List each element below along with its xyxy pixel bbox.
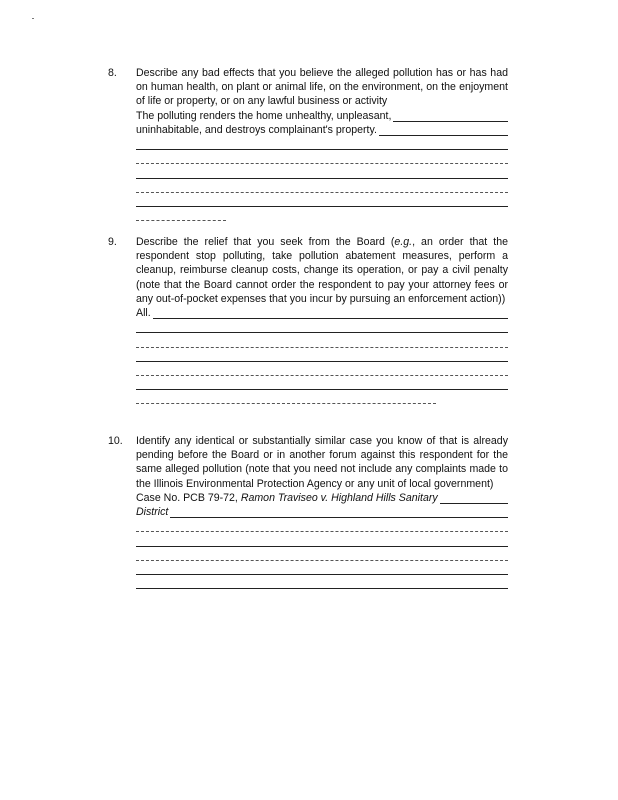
question-9-number: 9. — [108, 236, 117, 248]
question-8-prompt: Describe any bad effects that you believe the alleged pollution has or has had on human health, on plant or animal life, on the environment, on the enjoyment of life or property, or on any lawful business or activity — [136, 67, 508, 108]
answer-line — [136, 334, 508, 348]
question-9 — [108, 235, 508, 405]
answer-line — [136, 505, 508, 519]
scan-speck — [32, 18, 34, 19]
answer-line — [136, 519, 508, 533]
question-8-answer-line1: The polluting renders the home unhealthy, unpleasant, — [136, 109, 392, 122]
answer-line — [136, 576, 508, 590]
answer-line — [136, 363, 508, 377]
answer-line — [136, 208, 226, 222]
answer-line — [136, 548, 508, 562]
answer-line — [136, 391, 436, 405]
question-8-answer — [136, 109, 508, 223]
answer-line — [136, 349, 508, 363]
answer-line — [136, 562, 508, 576]
question-9-answer-line1: All. — [136, 307, 151, 320]
answer-line — [136, 137, 508, 151]
question-10-prompt: Identify any identical or substantially similar case you know of that is already pending before the Board or in another forum against this respondent for the same alleged pollution (note that you need not include any complaints made to the Illinois Environmental Protection Agency or any unit of local government) — [136, 435, 508, 490]
question-10-answer-line1: Case No. PCB 79-72, Ramon Traviseo v. Highland Hills Sanitary — [136, 491, 438, 504]
answer-line — [136, 109, 508, 123]
question-9-answer — [136, 306, 508, 405]
question-10-answer — [136, 491, 508, 590]
question-10-answer-line2: District — [136, 506, 169, 518]
question-9-prompt: Describe the relief that you seek from the Board (e.g., an order that the respondent stop polluting, take pollution abatement measures, perform a cleanup, reimburse cleanup costs, change its operation, or pay a civil penalty (note that the Board cannot order the respondent to pay your attorney fees or any out-of-pocket expenses that you incur by pursuing an enforcement action)) — [136, 236, 508, 305]
answer-line — [136, 165, 508, 179]
answer-line — [136, 491, 508, 505]
question-10 — [108, 434, 508, 590]
answer-line — [136, 306, 508, 320]
answer-line — [136, 151, 508, 165]
answer-line — [136, 123, 508, 137]
answer-line — [136, 533, 508, 547]
question-8 — [108, 66, 508, 222]
answer-line — [136, 194, 508, 208]
answer-line — [136, 377, 508, 391]
answer-line — [136, 320, 508, 334]
question-8-answer-line2: uninhabitable, and destroys complainant's property. — [136, 123, 377, 136]
question-8-number: 8. — [108, 67, 117, 79]
question-10-number: 10. — [108, 435, 123, 447]
answer-line — [136, 180, 508, 194]
